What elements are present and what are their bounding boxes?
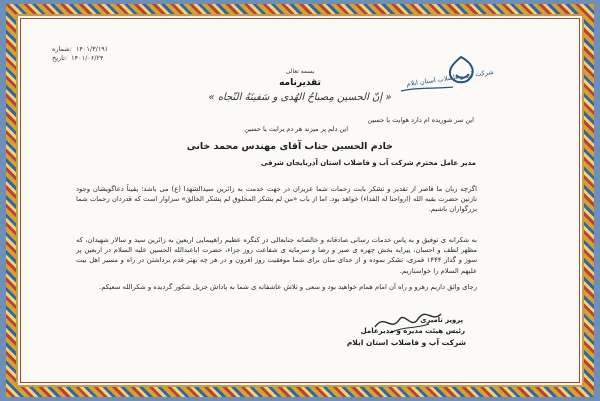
organization-logo-text: شرکت آب و فاضلاب استان ایلام	[405, 67, 495, 89]
body-paragraph-1: اگرچه زبان ما قاصر از تقدیر و تشکر بابت زحمات شما عزیزان در جهت خدمت به زائرین سیدالشهدا (ع) می باشد؛ یقیناً دعاگویشان وجود نازنین حضرت بقیه الله (ارواحنا له الفداء) خواهد بود. اما از باب «من لم یشکر المخلوق لم یشکر الخالق» سزاوار است که قدردان زحمات شما بزرگواران باشیم.	[76, 185, 477, 214]
certificate-title: تقدیرنامه	[279, 78, 321, 88]
poem-line-1: این سر شوریده ام دارد هوایت یا حسین	[367, 116, 474, 124]
recipient-name: خادم الحسین جناب آقای مهندس محمد خانی	[186, 141, 393, 152]
recipient-position: مدیر عامل محترم شرکت آب و فاضلاب استان آذربایجان شرقی	[260, 159, 476, 167]
number-row	[52, 45, 108, 54]
certificate-content	[22, 20, 578, 381]
date-label: تاریخ:	[52, 54, 68, 62]
number-label: شماره:	[52, 45, 72, 53]
signatory-organization: شرکت آب و فاضلاب استان ایلام	[346, 338, 466, 347]
date-row	[52, 54, 108, 63]
poem-line-2: این دلم پر میزند هر دم برایت یا حسین	[244, 125, 348, 133]
date-value: ۱۴۰۱/۰۶/۲۴	[71, 54, 104, 62]
number-value: ۱۴۰۱/۳/۱۹۱	[75, 45, 109, 53]
signatory-title: رئیس هیئت مدیره و مدیرعامل	[360, 327, 465, 335]
hadith-verse: « إنّ الحسین مِصباحُ الهُدی و سَفینَهُ النّجاه »	[208, 92, 392, 103]
bismillah: بسمه تعالی	[285, 68, 315, 75]
body-paragraph-3: رجای واثق داریم رهرو و راه آن امام همام خواهید بود و سعی و تلاش عاشقانه ی شما به پاداش جزیل شکور گردیده و شکرالله سعیکم.	[99, 283, 477, 291]
body-paragraph-2: به شکرانه ی توفیق و به پاس خدمات رسانی صادقانه و خالصانه جنابعالی در کنگره عظیم راهپیمایی اربعین به زائرین سید و سالار شهیدان، که مظهر لطف و احسان، پیرایه بخش چهره ی صبر و رضا و سرمایه ی شفاعت روز جزاء، حضرت اباعبدالله الحسین علیه السلام در اربعین پر سوز و گداز ۱۴۴۴ قمری، تشکر نموده و از خدای منان برای شما موفقیت روز افزون و در هر چه بهتر قدم برداشتن در راه و مسیر اهل بیت علیهم السلام را خواستاریم.	[76, 236, 477, 275]
signatory-name: پرویز تامیری	[420, 316, 463, 324]
document-meta	[52, 45, 108, 63]
